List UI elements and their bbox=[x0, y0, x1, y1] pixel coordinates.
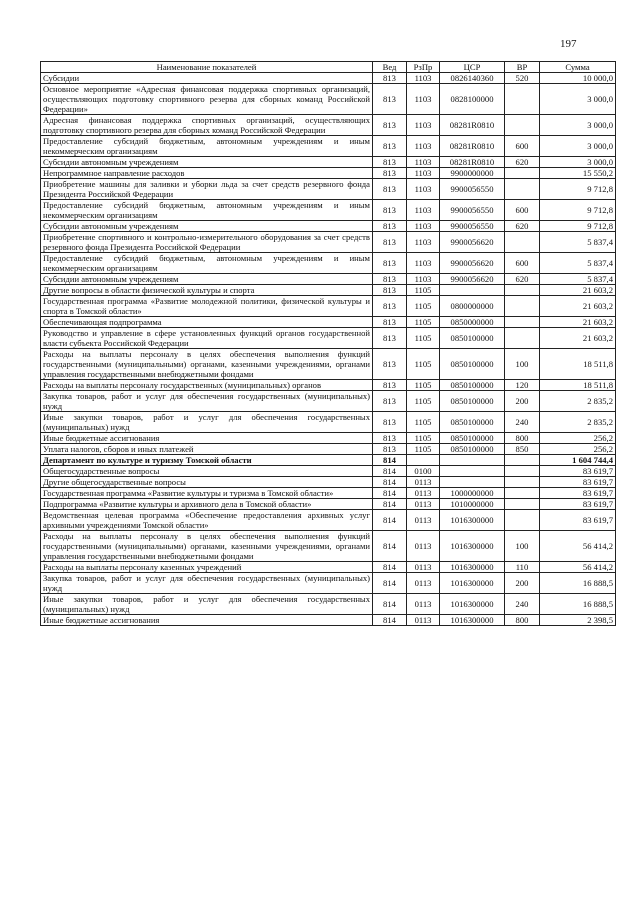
cell-ved: 813 bbox=[373, 73, 407, 84]
column-header-csr: ЦСР bbox=[440, 62, 505, 73]
cell-name: Непрограммное направление расходов bbox=[41, 168, 373, 179]
cell-csr: 1000000000 bbox=[440, 488, 505, 499]
cell-ved: 814 bbox=[373, 531, 407, 562]
cell-rzpr: 1103 bbox=[407, 84, 440, 115]
cell-vr bbox=[505, 285, 540, 296]
cell-vr: 240 bbox=[505, 412, 540, 433]
cell-csr bbox=[440, 477, 505, 488]
cell-ved: 813 bbox=[373, 274, 407, 285]
cell-rzpr bbox=[407, 455, 440, 466]
cell-rzpr: 1103 bbox=[407, 253, 440, 274]
cell-rzpr: 0113 bbox=[407, 531, 440, 562]
table-row bbox=[41, 296, 616, 317]
cell-csr: 9900056620 bbox=[440, 274, 505, 285]
table-row bbox=[41, 179, 616, 200]
cell-vr: 600 bbox=[505, 200, 540, 221]
cell-csr: 9900056550 bbox=[440, 200, 505, 221]
cell-rzpr: 1103 bbox=[407, 73, 440, 84]
cell-rzpr: 1105 bbox=[407, 349, 440, 380]
cell-name: Адресная финансовая поддержка спортивных организаций, осуществляющих подготовку спортивного резерва для сборных команд Российской Федерации bbox=[41, 115, 373, 136]
table-row bbox=[41, 221, 616, 232]
cell-vr: 600 bbox=[505, 136, 540, 157]
table-row bbox=[41, 380, 616, 391]
cell-vr: 620 bbox=[505, 157, 540, 168]
table-row bbox=[41, 466, 616, 477]
cell-ved: 813 bbox=[373, 200, 407, 221]
table-row bbox=[41, 200, 616, 221]
cell-ved: 813 bbox=[373, 328, 407, 349]
cell-vr: 110 bbox=[505, 562, 540, 573]
table-row bbox=[41, 615, 616, 626]
cell-ved: 814 bbox=[373, 510, 407, 531]
cell-rzpr: 0113 bbox=[407, 477, 440, 488]
cell-vr bbox=[505, 455, 540, 466]
cell-vr bbox=[505, 317, 540, 328]
cell-rzpr: 1103 bbox=[407, 115, 440, 136]
cell-sum: 3 000,0 bbox=[540, 157, 616, 168]
table-row bbox=[41, 477, 616, 488]
cell-ved: 814 bbox=[373, 594, 407, 615]
cell-csr: 0850100000 bbox=[440, 391, 505, 412]
table-row bbox=[41, 488, 616, 499]
cell-name: Уплата налогов, сборов и иных платежей bbox=[41, 444, 373, 455]
cell-sum: 15 550,2 bbox=[540, 168, 616, 179]
cell-csr: 0850000000 bbox=[440, 317, 505, 328]
cell-sum: 9 712,8 bbox=[540, 179, 616, 200]
cell-csr: 0850100000 bbox=[440, 444, 505, 455]
column-header-ved: Вед bbox=[373, 62, 407, 73]
cell-rzpr: 1103 bbox=[407, 221, 440, 232]
cell-ved: 814 bbox=[373, 477, 407, 488]
cell-csr bbox=[440, 466, 505, 477]
cell-name: Подпрограмма «Развитие культуры и архивного дела в Томской области» bbox=[41, 499, 373, 510]
cell-csr: 9900000000 bbox=[440, 168, 505, 179]
cell-name: Предоставление субсидий бюджетным, автономным учреждениям и иным некоммерческим организациям bbox=[41, 200, 373, 221]
cell-name: Закупка товаров, работ и услуг для обеспечения государственных (муниципальных) нужд bbox=[41, 573, 373, 594]
cell-name: Иные закупки товаров, работ и услуг для обеспечения государственных (муниципальных) нужд bbox=[41, 594, 373, 615]
cell-csr: 1016300000 bbox=[440, 615, 505, 626]
cell-csr bbox=[440, 455, 505, 466]
cell-rzpr: 0113 bbox=[407, 499, 440, 510]
cell-rzpr: 1105 bbox=[407, 412, 440, 433]
cell-sum: 256,2 bbox=[540, 444, 616, 455]
table-row bbox=[41, 285, 616, 296]
cell-vr bbox=[505, 466, 540, 477]
cell-ved: 814 bbox=[373, 499, 407, 510]
cell-rzpr: 0113 bbox=[407, 573, 440, 594]
cell-vr: 850 bbox=[505, 444, 540, 455]
cell-name: Ведомственная целевая программа «Обеспечение предоставления архивных услуг архивными учреждениями Томской области» bbox=[41, 510, 373, 531]
cell-rzpr: 1105 bbox=[407, 328, 440, 349]
cell-csr: 08281R0810 bbox=[440, 115, 505, 136]
cell-ved: 814 bbox=[373, 455, 407, 466]
cell-vr: 240 bbox=[505, 594, 540, 615]
cell-sum: 256,2 bbox=[540, 433, 616, 444]
cell-name: Основное мероприятие «Адресная финансовая поддержка спортивных организаций, осуществляющих подготовку спортивного резерва для сборных команд Российской Федерации» bbox=[41, 84, 373, 115]
cell-sum: 9 712,8 bbox=[540, 200, 616, 221]
cell-rzpr: 1103 bbox=[407, 168, 440, 179]
cell-csr: 9900056620 bbox=[440, 232, 505, 253]
cell-vr: 800 bbox=[505, 615, 540, 626]
table-row bbox=[41, 115, 616, 136]
cell-ved: 813 bbox=[373, 296, 407, 317]
table-row bbox=[41, 136, 616, 157]
cell-csr: 1016300000 bbox=[440, 531, 505, 562]
cell-csr: 1010000000 bbox=[440, 499, 505, 510]
cell-name: Субсидии автономным учреждениям bbox=[41, 274, 373, 285]
cell-vr: 620 bbox=[505, 274, 540, 285]
cell-csr: 0828100000 bbox=[440, 84, 505, 115]
cell-ved: 813 bbox=[373, 433, 407, 444]
cell-name: Закупка товаров, работ и услуг для обеспечения государственных (муниципальных) нужд bbox=[41, 391, 373, 412]
cell-vr bbox=[505, 510, 540, 531]
cell-ved: 813 bbox=[373, 115, 407, 136]
cell-vr: 100 bbox=[505, 531, 540, 562]
cell-csr: 0800000000 bbox=[440, 296, 505, 317]
table-row bbox=[41, 328, 616, 349]
cell-sum: 5 837,4 bbox=[540, 274, 616, 285]
cell-name: Предоставление субсидий бюджетным, автономным учреждениям и иным некоммерческим организациям bbox=[41, 253, 373, 274]
table-row bbox=[41, 317, 616, 328]
cell-sum: 2 398,5 bbox=[540, 615, 616, 626]
table-row bbox=[41, 594, 616, 615]
cell-ved: 813 bbox=[373, 84, 407, 115]
cell-sum: 56 414,2 bbox=[540, 562, 616, 573]
cell-csr: 9900056550 bbox=[440, 179, 505, 200]
cell-name: Расходы на выплаты персоналу в целях обеспечения выполнения функций государственными (муниципальными) органами, казенными учреждениями, органами управления государственными внебюджетными фондами bbox=[41, 349, 373, 380]
cell-name: Другие общегосударственные вопросы bbox=[41, 477, 373, 488]
cell-ved: 813 bbox=[373, 285, 407, 296]
cell-rzpr: 1105 bbox=[407, 380, 440, 391]
cell-ved: 813 bbox=[373, 317, 407, 328]
cell-csr: 0826140360 bbox=[440, 73, 505, 84]
table-row bbox=[41, 573, 616, 594]
cell-name: Расходы на выплаты персоналу казенных учреждений bbox=[41, 562, 373, 573]
cell-csr: 1016300000 bbox=[440, 594, 505, 615]
cell-ved: 813 bbox=[373, 444, 407, 455]
column-header-sum: Сумма bbox=[540, 62, 616, 73]
cell-ved: 814 bbox=[373, 466, 407, 477]
cell-csr: 1016300000 bbox=[440, 510, 505, 531]
cell-name: Департамент по культуре и туризму Томской области bbox=[41, 455, 373, 466]
cell-rzpr: 1105 bbox=[407, 285, 440, 296]
cell-sum: 83 619,7 bbox=[540, 488, 616, 499]
cell-vr: 620 bbox=[505, 221, 540, 232]
cell-ved: 814 bbox=[373, 573, 407, 594]
cell-csr: 0850100000 bbox=[440, 349, 505, 380]
cell-name: Субсидии автономным учреждениям bbox=[41, 221, 373, 232]
cell-vr bbox=[505, 115, 540, 136]
cell-rzpr: 1103 bbox=[407, 232, 440, 253]
cell-sum: 16 888,5 bbox=[540, 594, 616, 615]
table-row bbox=[41, 531, 616, 562]
cell-name: Иные бюджетные ассигнования bbox=[41, 433, 373, 444]
cell-csr: 1016300000 bbox=[440, 562, 505, 573]
table-row bbox=[41, 168, 616, 179]
cell-csr: 9900056550 bbox=[440, 221, 505, 232]
cell-sum: 83 619,7 bbox=[540, 466, 616, 477]
table-body bbox=[41, 73, 616, 626]
cell-sum: 5 837,4 bbox=[540, 253, 616, 274]
column-header-vr: ВР bbox=[505, 62, 540, 73]
cell-rzpr: 0100 bbox=[407, 466, 440, 477]
cell-rzpr: 1103 bbox=[407, 200, 440, 221]
cell-sum: 21 603,2 bbox=[540, 317, 616, 328]
cell-ved: 813 bbox=[373, 136, 407, 157]
table-row bbox=[41, 84, 616, 115]
cell-rzpr: 0113 bbox=[407, 562, 440, 573]
table-row bbox=[41, 510, 616, 531]
cell-name: Государственная программа «Развитие культуры и туризма в Томской области» bbox=[41, 488, 373, 499]
cell-name: Приобретение машины для заливки и уборки льда за счет средств резервного фонда Президента Российской Федерации bbox=[41, 179, 373, 200]
cell-vr bbox=[505, 328, 540, 349]
table-header-row bbox=[41, 62, 616, 73]
table-row bbox=[41, 455, 616, 466]
cell-vr: 520 bbox=[505, 73, 540, 84]
cell-sum: 83 619,7 bbox=[540, 510, 616, 531]
cell-rzpr: 1103 bbox=[407, 136, 440, 157]
cell-vr bbox=[505, 488, 540, 499]
cell-csr: 1016300000 bbox=[440, 573, 505, 594]
cell-sum: 2 835,2 bbox=[540, 412, 616, 433]
cell-sum: 3 000,0 bbox=[540, 84, 616, 115]
cell-csr bbox=[440, 285, 505, 296]
cell-name: Иные закупки товаров, работ и услуг для обеспечения государственных (муниципальных) нужд bbox=[41, 412, 373, 433]
page-number: 197 bbox=[560, 38, 577, 50]
table-row bbox=[41, 562, 616, 573]
cell-ved: 813 bbox=[373, 253, 407, 274]
table-row bbox=[41, 433, 616, 444]
cell-rzpr: 0113 bbox=[407, 594, 440, 615]
cell-csr: 08281R0810 bbox=[440, 136, 505, 157]
cell-name: Предоставление субсидий бюджетным, автономным учреждениям и иным некоммерческим организациям bbox=[41, 136, 373, 157]
cell-name: Субсидии автономным учреждениям bbox=[41, 157, 373, 168]
cell-sum: 21 603,2 bbox=[540, 285, 616, 296]
cell-name: Иные бюджетные ассигнования bbox=[41, 615, 373, 626]
cell-csr: 0850100000 bbox=[440, 433, 505, 444]
cell-ved: 813 bbox=[373, 157, 407, 168]
cell-vr: 200 bbox=[505, 391, 540, 412]
cell-sum: 18 511,8 bbox=[540, 349, 616, 380]
table-row bbox=[41, 391, 616, 412]
cell-sum: 10 000,0 bbox=[540, 73, 616, 84]
cell-ved: 814 bbox=[373, 562, 407, 573]
cell-sum: 18 511,8 bbox=[540, 380, 616, 391]
cell-ved: 813 bbox=[373, 221, 407, 232]
cell-vr bbox=[505, 499, 540, 510]
cell-ved: 813 bbox=[373, 391, 407, 412]
cell-vr bbox=[505, 296, 540, 317]
cell-vr bbox=[505, 84, 540, 115]
column-header-name: Наименование показателей bbox=[41, 62, 373, 73]
cell-rzpr: 0113 bbox=[407, 488, 440, 499]
cell-vr bbox=[505, 232, 540, 253]
table-row bbox=[41, 73, 616, 84]
cell-sum: 3 000,0 bbox=[540, 136, 616, 157]
cell-rzpr: 1105 bbox=[407, 317, 440, 328]
cell-vr: 120 bbox=[505, 380, 540, 391]
cell-vr bbox=[505, 477, 540, 488]
cell-name: Государственная программа «Развитие молодежной политики, физической культуры и спорта в Томской области» bbox=[41, 296, 373, 317]
cell-vr bbox=[505, 168, 540, 179]
cell-vr: 200 bbox=[505, 573, 540, 594]
table-row bbox=[41, 253, 616, 274]
table-row bbox=[41, 349, 616, 380]
cell-vr bbox=[505, 179, 540, 200]
column-header-rzpr: РзПр bbox=[407, 62, 440, 73]
cell-name: Обеспечивающая подпрограмма bbox=[41, 317, 373, 328]
cell-ved: 813 bbox=[373, 349, 407, 380]
cell-csr: 0850100000 bbox=[440, 328, 505, 349]
cell-name: Расходы на выплаты персоналу в целях обеспечения выполнения функций государственными (муниципальными) органами, казенными учреждениями, органами управления государственными внебюджетными фондами bbox=[41, 531, 373, 562]
cell-sum: 83 619,7 bbox=[540, 499, 616, 510]
cell-name: Общегосударственные вопросы bbox=[41, 466, 373, 477]
cell-ved: 813 bbox=[373, 179, 407, 200]
cell-sum: 1 604 744,4 bbox=[540, 455, 616, 466]
cell-ved: 813 bbox=[373, 168, 407, 179]
cell-sum: 21 603,2 bbox=[540, 296, 616, 317]
cell-name: Субсидии bbox=[41, 73, 373, 84]
cell-ved: 813 bbox=[373, 412, 407, 433]
cell-sum: 9 712,8 bbox=[540, 221, 616, 232]
cell-ved: 814 bbox=[373, 488, 407, 499]
cell-sum: 2 835,2 bbox=[540, 391, 616, 412]
cell-name: Другие вопросы в области физической культуры и спорта bbox=[41, 285, 373, 296]
cell-rzpr: 1105 bbox=[407, 444, 440, 455]
table-row bbox=[41, 444, 616, 455]
cell-rzpr: 0113 bbox=[407, 510, 440, 531]
cell-rzpr: 1105 bbox=[407, 391, 440, 412]
cell-rzpr: 1105 bbox=[407, 433, 440, 444]
table-row bbox=[41, 157, 616, 168]
cell-name: Руководство и управление в сфере установленных функций органов государственной власти субъекта Российской Федерации bbox=[41, 328, 373, 349]
cell-sum: 3 000,0 bbox=[540, 115, 616, 136]
cell-rzpr: 1105 bbox=[407, 296, 440, 317]
cell-name: Расходы на выплаты персоналу государственных (муниципальных) органов bbox=[41, 380, 373, 391]
cell-sum: 21 603,2 bbox=[540, 328, 616, 349]
cell-ved: 813 bbox=[373, 232, 407, 253]
cell-rzpr: 1103 bbox=[407, 179, 440, 200]
cell-rzpr: 0113 bbox=[407, 615, 440, 626]
cell-sum: 16 888,5 bbox=[540, 573, 616, 594]
table-row bbox=[41, 412, 616, 433]
cell-csr: 9900056620 bbox=[440, 253, 505, 274]
cell-csr: 0850100000 bbox=[440, 380, 505, 391]
table-row bbox=[41, 274, 616, 285]
cell-vr: 600 bbox=[505, 253, 540, 274]
cell-ved: 814 bbox=[373, 615, 407, 626]
cell-vr: 100 bbox=[505, 349, 540, 380]
cell-sum: 83 619,7 bbox=[540, 477, 616, 488]
cell-name: Приобретение спортивного и контрольно-измерительного оборудования за счет средств резервного фонда Президента Российской Федерации bbox=[41, 232, 373, 253]
cell-csr: 0850100000 bbox=[440, 412, 505, 433]
cell-sum: 56 414,2 bbox=[540, 531, 616, 562]
cell-sum: 5 837,4 bbox=[540, 232, 616, 253]
cell-csr: 08281R0810 bbox=[440, 157, 505, 168]
budget-table bbox=[40, 61, 616, 626]
table-row bbox=[41, 499, 616, 510]
table-row bbox=[41, 232, 616, 253]
cell-rzpr: 1103 bbox=[407, 157, 440, 168]
cell-vr: 800 bbox=[505, 433, 540, 444]
cell-rzpr: 1103 bbox=[407, 274, 440, 285]
cell-ved: 813 bbox=[373, 380, 407, 391]
